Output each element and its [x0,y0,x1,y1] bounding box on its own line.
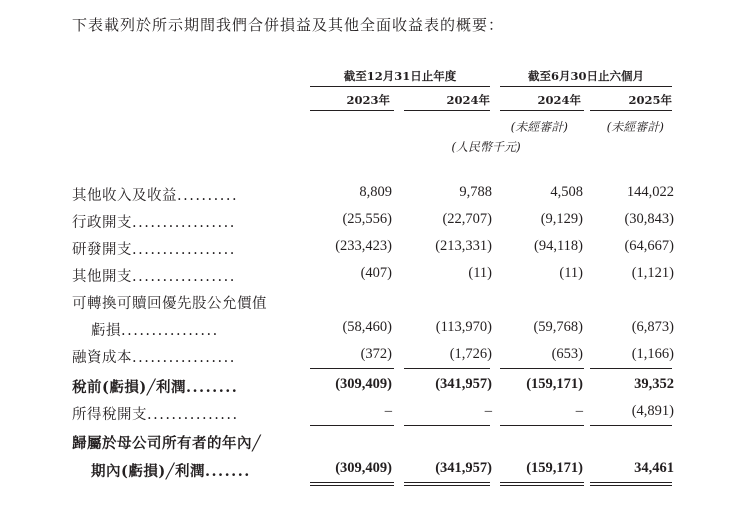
double-rule-2024h1-a [500,482,584,483]
cell-finance-2024: (1,726) [449,346,492,362]
double-rule-2025h1-a [590,482,672,483]
cell-other-exp-2023: (407) [360,265,392,281]
cell-other-income-2025h1: 144,022 [626,184,674,200]
cell-admin-2025h1: (30,843) [624,211,674,227]
cell-fv-loss-2024h1: (59,768) [533,319,583,335]
header-year-2025: 2025年 [628,93,672,107]
row-label-attributable-line1: 歸屬於母公司所有者的年內╱ [72,435,262,452]
cell-tax-2024: – [484,403,492,419]
cell-pretax-2024h1: (159,171) [526,376,583,392]
total-rule-2025h1 [590,425,672,426]
double-rule-2023-a [310,482,394,483]
total-rule-2024h1 [500,425,584,426]
cell-fv-loss-2023: (58,460) [342,319,392,335]
header-rule-2024b [500,110,584,111]
header-rule-six-month [500,86,672,87]
row-label-fv-preferred-line1: 可轉換可贖回優先股公允價值 [72,296,267,312]
row-label-admin-expenses: 行政開支................. [72,215,236,231]
cell-rd-2025h1: (64,667) [624,238,674,254]
row-label-other-income: 其他收入及收益.......... [72,188,239,204]
total-rule-2024 [404,425,490,426]
double-rule-2024h1-b [500,485,584,486]
cell-other-exp-2025h1: (1,121) [631,265,674,281]
double-rule-2024-a [404,482,490,483]
double-rule-2024-b [404,485,490,486]
header-rule-2024a [404,110,490,111]
cell-net-2024h1: (159,171) [526,460,583,476]
cell-finance-2023: (372) [360,346,392,362]
cell-pretax-2025h1: 39,352 [634,376,674,392]
total-rule-2023 [310,425,394,426]
double-rule-2025h1-b [590,485,672,486]
header-year-2024a: 2024年 [446,93,490,107]
cell-other-income-2024h1: 4,508 [550,184,583,200]
row-label-other-expenses: 其他開支................. [72,269,236,285]
row-label-pretax: 稅前(虧損)╱利潤........ [72,379,239,396]
header-unaudited-2024: (未經審計) [510,120,568,134]
header-rule-2023 [310,110,394,111]
subtotal-rule-2024h1 [500,368,584,369]
cell-rd-2024: (213,331) [435,238,492,254]
cell-tax-2024h1: – [575,403,583,419]
cell-other-exp-2024: (11) [468,265,492,281]
header-year-2024b: 2024年 [537,93,581,107]
cell-net-2024: (341,957) [435,460,492,476]
header-rule-year-end [310,86,490,87]
cell-other-exp-2024h1: (11) [559,265,583,281]
cell-admin-2024h1: (9,129) [540,211,583,227]
subtotal-rule-2025h1 [590,368,672,369]
row-label-attributable-line2: 期內(虧損)╱利潤....... [91,463,251,480]
header-six-month: 截至6月30日止六個月 [527,69,644,83]
header-unit: (人民幣千元) [451,140,521,154]
cell-rd-2024h1: (94,118) [534,238,583,254]
cell-finance-2025h1: (1,166) [631,346,674,362]
intro-text: 下表載列於所示期間我們合併損益及其他全面收益表的概要： [72,16,505,34]
cell-fv-loss-2025h1: (6,873) [631,319,674,335]
cell-net-2023: (309,409) [335,460,392,476]
header-year-end: 截至12月31日止年度 [343,69,457,83]
cell-tax-2023: – [384,403,392,419]
row-label-rd-expenses: 研發開支................. [72,242,236,258]
cell-admin-2024: (22,707) [442,211,492,227]
cell-net-2025h1: 34,461 [634,460,674,476]
row-label-fv-preferred-line2: 虧損................ [91,323,219,339]
cell-admin-2023: (25,556) [342,211,392,227]
row-label-finance-costs: 融資成本................. [72,350,236,366]
cell-pretax-2023: (309,409) [335,376,392,392]
cell-rd-2023: (233,423) [335,238,392,254]
header-year-2023: 2023年 [346,93,390,107]
cell-other-income-2023: 8,809 [359,184,392,200]
row-label-income-tax: 所得稅開支............... [72,407,239,423]
subtotal-rule-2023 [310,368,394,369]
subtotal-rule-2024 [404,368,490,369]
header-rule-2025 [590,110,672,111]
cell-fv-loss-2024: (113,970) [435,319,492,335]
header-unaudited-2025: (未經審計) [606,120,664,134]
double-rule-2023-b [310,485,394,486]
cell-other-income-2024: 9,788 [459,184,492,200]
cell-tax-2025h1: (4,891) [631,403,674,419]
cell-finance-2024h1: (653) [551,346,583,362]
cell-pretax-2024: (341,957) [435,376,492,392]
